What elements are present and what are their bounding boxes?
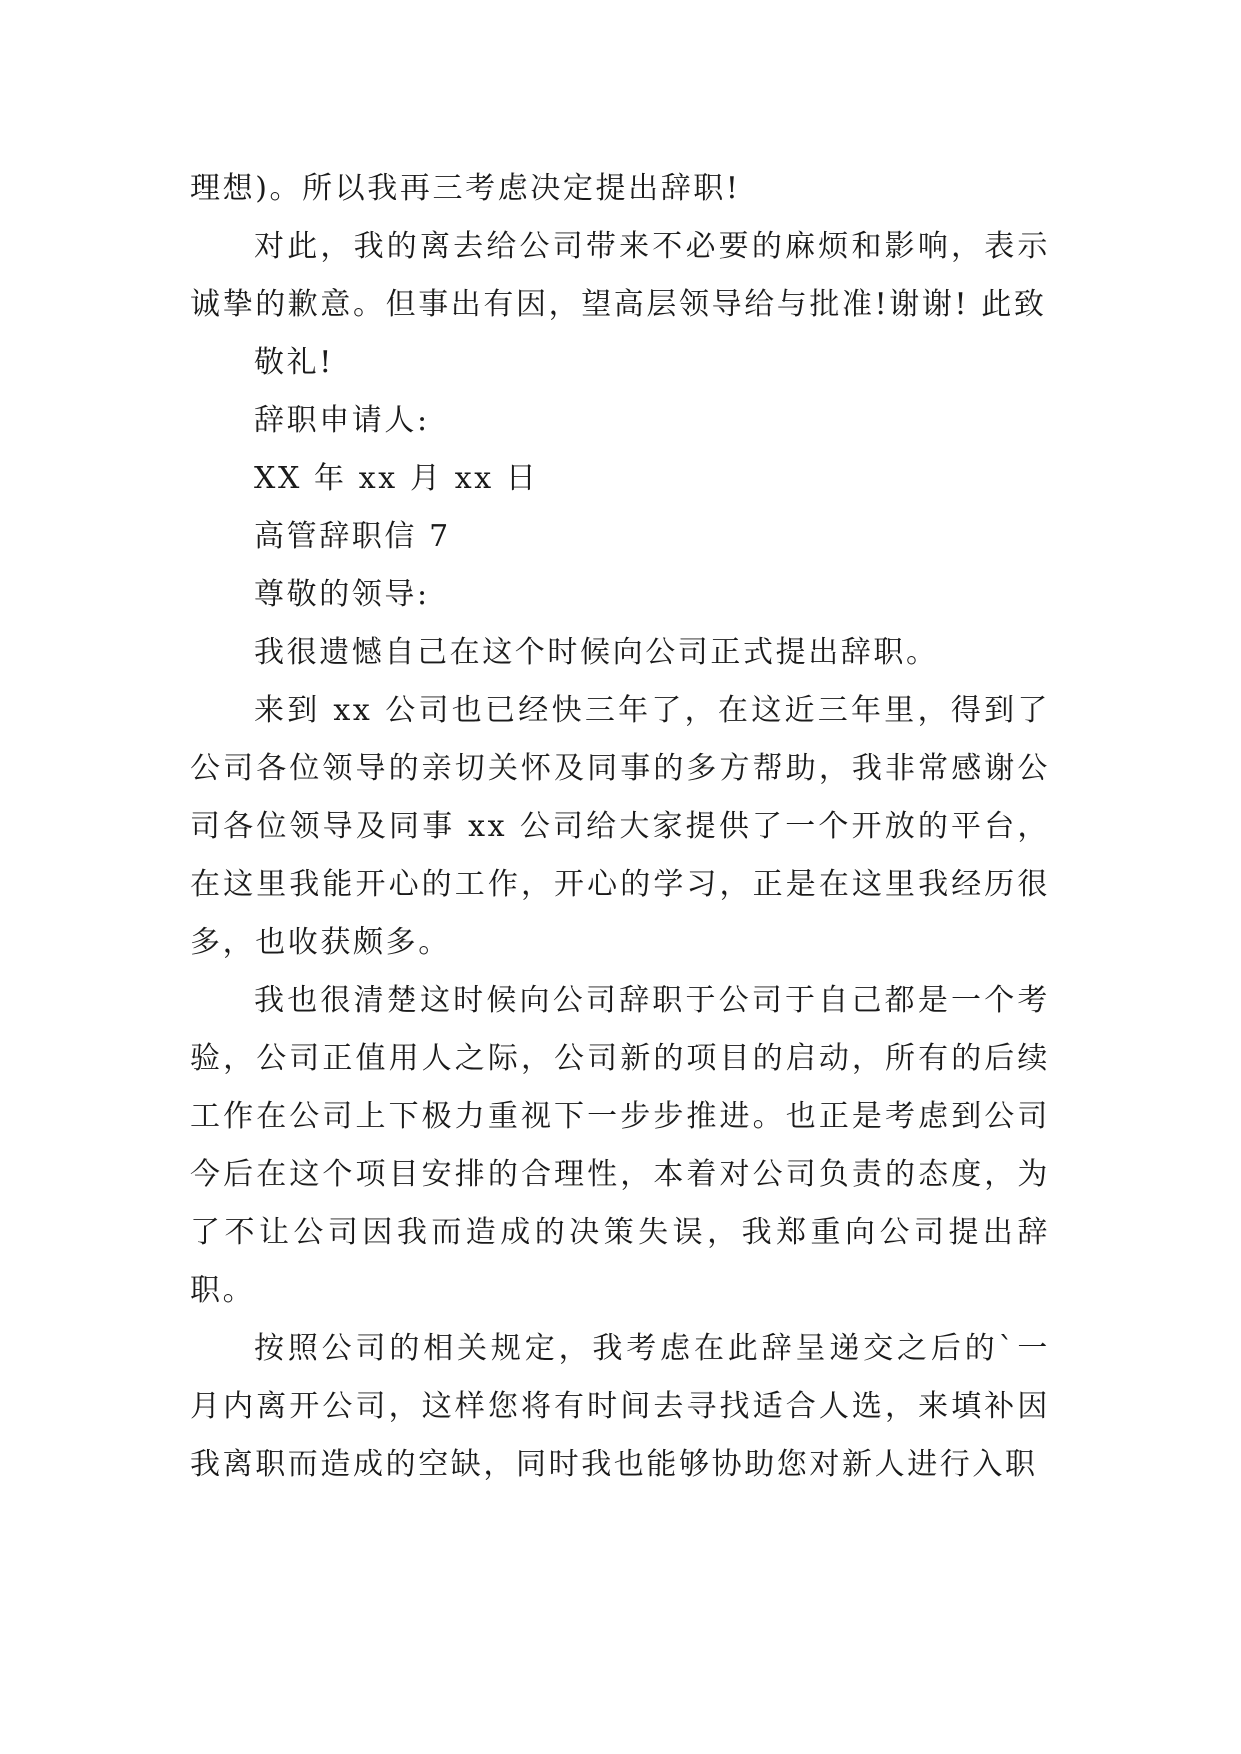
paragraph-intro: 我很遗憾自己在这个时候向公司正式提出辞职。 bbox=[254, 635, 939, 670]
paragraph-2: 对此，我的离去给公司带来不必要的麻烦和影响，表示诚挚的歉意。但事出有因，望高层领导给与批准!谢谢! 此致 bbox=[190, 229, 1050, 322]
section-title: 高管辞职信 7 bbox=[254, 519, 451, 554]
signature-line: 辞职申请人: bbox=[254, 403, 430, 438]
closing-salutation: 敬礼! bbox=[254, 345, 334, 380]
paragraph-thanks: 来到 xx 公司也已经快三年了，在这近三年里，得到了公司各位领导的亲切关怀及同事的多方帮助，我非常感谢公司各位领导及同事 xx 公司给大家提供了一个开放的平台，在这里我能开心的工作，开心的学习，正是在这里我经历很多，也收获颇多。 bbox=[190, 693, 1050, 960]
paragraph-1: 理想)。所以我再三考虑决定提出辞职! bbox=[190, 171, 741, 206]
greeting: 尊敬的领导: bbox=[254, 577, 430, 612]
paragraph-reason: 我也很清楚这时候向公司辞职于公司于自己都是一个考验，公司正值用人之际，公司新的项目的启动，所有的后续工作在公司上下极力重视下一步步推进。也正是考虑到公司今后在这个项目安排的合理性，本着对公司负责的态度，为了不让公司因我而造成的决策失误，我郑重向公司提出辞职。 bbox=[190, 983, 1050, 1308]
paragraph-handover: 按照公司的相关规定，我考虑在此辞呈递交之后的`一月内离开公司，这样您将有时间去寻找适合人选，来填补因我离职而造成的空缺，同时我也能够协助您对新人进行入职 bbox=[190, 1331, 1050, 1482]
date-line: XX 年 xx 月 xx 日 bbox=[254, 461, 539, 496]
document-body bbox=[190, 160, 1050, 1494]
